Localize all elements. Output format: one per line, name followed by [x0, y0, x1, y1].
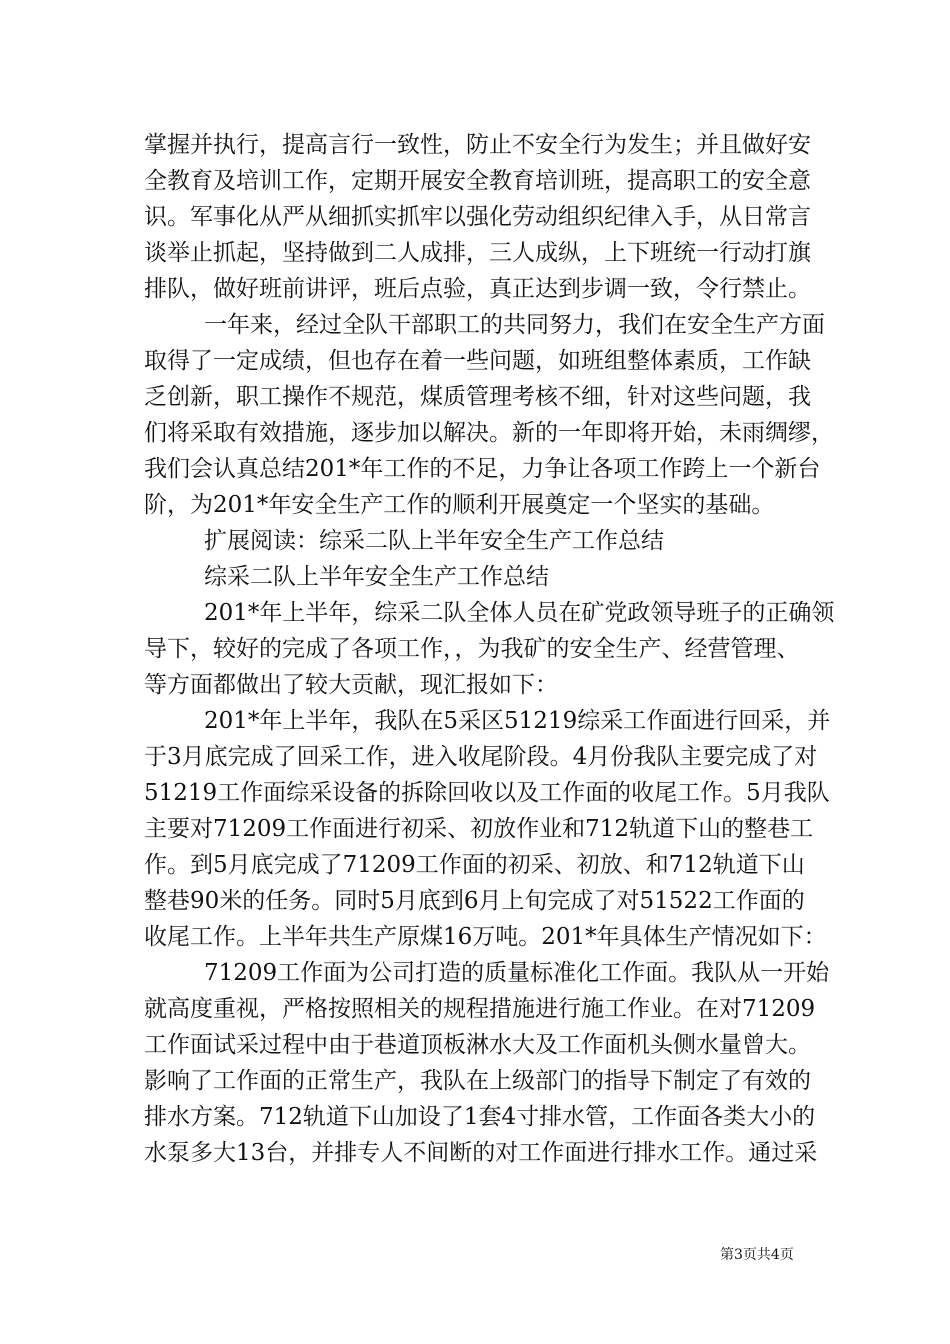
text-line: 全教育及培训工作，定期开展安全教育培训班，提高职工的安全意: [144, 168, 811, 194]
text-line: 取得了一定成绩，但也存在着一些问题，如班组整体素质，工作缺: [144, 348, 811, 374]
text-line: 201*年上半年，我队在5采区51219综采工作面进行回采，并: [204, 708, 831, 734]
text-line: 们将采取有效措施，逐步加以解决。新的一年即将开始，未雨绸缪，: [144, 420, 834, 446]
text-line: 作。到5月底完成了71209工作面的初采、初放、和712轨道下山: [144, 852, 805, 878]
page-number: 第3页共4页: [720, 1247, 794, 1263]
text-line: 综采二队上半年安全生产工作总结: [204, 564, 549, 590]
text-line: 谈举止抓起，坚持做到二人成排，三人成纵，上下班统一行动打旗: [144, 240, 811, 266]
text-line: 一年来，经过全队干部职工的共同努力，我们在安全生产方面: [204, 312, 825, 338]
text-line: 就高度重视，严格按照相关的规程措施进行施工作业。在对71209: [144, 996, 816, 1022]
text-line: 阶，为201*年安全生产工作的顺利开展奠定一个坚实的基础。: [144, 492, 775, 518]
text-line: 201*年上半年，综采二队全体人员在矿党政领导班子的正确领: [204, 600, 835, 626]
text-line: 工作面试采过程中由于巷道顶板淋水大及工作面机头侧水量曾大。: [144, 1032, 811, 1058]
text-line: 主要对71209工作面进行初采、初放作业和712轨道下山的整巷工: [144, 816, 814, 842]
text-line: 排队，做好班前讲评，班后点验，真正达到步调一致，令行禁止。: [144, 276, 811, 302]
text-line: 影响了工作面的正常生产，我队在上级部门的指导下制定了有效的: [144, 1068, 811, 1094]
text-line: 于3月底完成了回采工作，进入收尾阶段。4月份我队主要完成了对: [144, 744, 818, 770]
text-line: 整巷90米的任务。同时5月底到6月上旬完成了对51522工作面的: [144, 888, 805, 914]
text-line: 收尾工作。上半年共生产原煤16万吨。201*年具体生产情况如下：: [144, 924, 827, 950]
text-line: 识。军事化从严从细抓实抓牢以强化劳动组织纪律入手，从日常言: [144, 204, 811, 230]
text-line: 水泵多大13台，并排专人不间断的对工作面进行排水工作。通过采: [144, 1140, 818, 1166]
text-line: 乏创新，职工操作不规范，煤质管理考核不细，针对这些问题，我: [144, 384, 811, 410]
text-line: 等方面都做出了较大贡献，现汇报如下：: [144, 672, 558, 698]
text-line: 排水方案。712轨道下山加设了1套4寸排水管，工作面各类大小的: [144, 1104, 816, 1130]
text-line: 我们会认真总结201*年工作的不足，力争让各项工作跨上一个新台: [144, 456, 821, 482]
text-line: 掌握并执行，提高言行一致性，防止不安全行为发生；并且做好安: [144, 132, 811, 158]
text-line: 51219工作面综采设备的拆除回收以及工作面的收尾工作。5月我队: [144, 780, 830, 806]
text-line: 导下，较好的完成了各项工作，，为我矿的安全生产、经营管理、: [144, 636, 800, 662]
text-line: 扩展阅读：综采二队上半年安全生产工作总结: [204, 528, 664, 554]
text-line: 71209工作面为公司打造的质量标准化工作面。我队从一开始: [204, 960, 830, 986]
